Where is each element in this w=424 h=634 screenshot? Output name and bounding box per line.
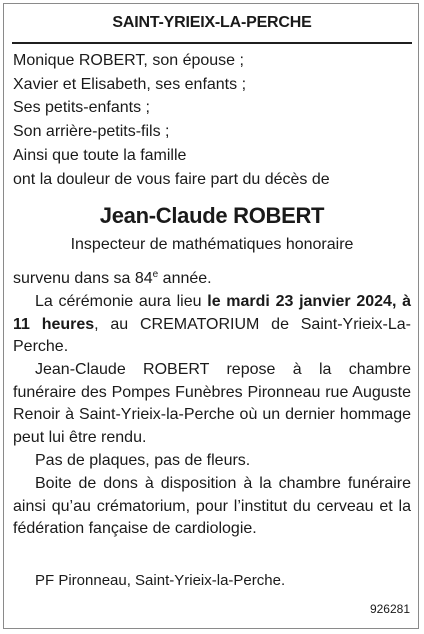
signature: PF Pironneau, Saint-Yrieix-la-Perche. (35, 572, 286, 589)
rest-place-paragraph: Jean-Claude ROBERT repose à la chambre funéraire des Pompes Funèbres Pironneau rue Auguste Renoir à Saint-Yrieix-la-Perche où un dernier hommage peut lui être rendu. (13, 361, 411, 446)
header-divider (12, 42, 412, 44)
family-line-children: Xavier et Elisabeth, ses enfants ; (13, 76, 247, 93)
family-line-great-grandson: Son arrière-petits-fils ; (13, 123, 170, 140)
family-line-family: Ainsi que toute la famille (13, 147, 187, 164)
donations-paragraph: Boite de dons à disposition à la chambre funéraire ainsi qu’au crématorium, pour l’institut du cerveau et la fédération fançaise de cardiologie. (13, 475, 411, 537)
ceremony-paragraph (13, 291, 411, 359)
age-superscript: e (152, 269, 159, 280)
town-header: SAINT-YRIEIX-LA-PERCHE (112, 14, 312, 31)
ceremony-date: le mardi 23 janvier 2024, à 11 heures (13, 293, 411, 333)
ceremony-intro: La cérémonie aura lieu (35, 293, 208, 310)
ceremony-place: , au CREMATORIUM de Saint-Yrieix-La-Perche. (13, 315, 412, 355)
reference-number: 926281 (369, 602, 410, 616)
announcement-line: ont la douleur de vous faire part du décès de (13, 171, 330, 188)
family-line-grandchildren: Ses petits-enfants ; (13, 99, 150, 116)
family-line-spouse: Monique ROBERT, son épouse ; (13, 52, 244, 69)
age-line (13, 268, 411, 291)
no-flowers-paragraph: Pas de plaques, pas de fleurs. (35, 452, 251, 469)
age-end: année. (158, 270, 212, 287)
deceased-title: Inspecteur de mathématiques honoraire (70, 236, 354, 253)
deceased-name: Jean-Claude ROBERT (99, 203, 325, 228)
age-prefix: survenu dans sa 84 (13, 270, 153, 287)
